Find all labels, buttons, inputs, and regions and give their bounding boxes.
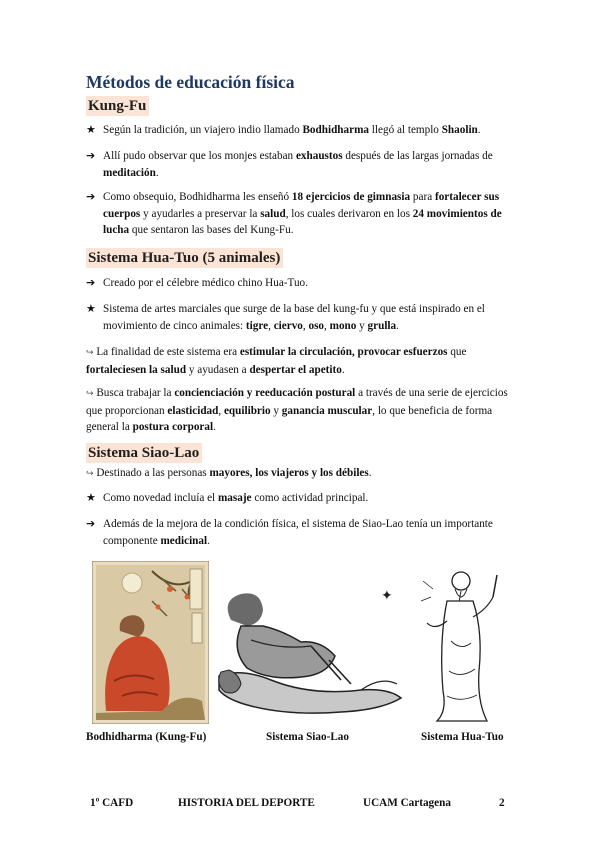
star-bullet-icon: ★	[86, 491, 96, 504]
heading-hua-tuo: Sistema Hua-Tuo (5 animales)	[86, 248, 283, 268]
footer-course: 1º CAFD	[90, 797, 134, 809]
huatuo-item-4	[86, 385, 516, 436]
star-bullet-icon: ★	[86, 302, 96, 315]
arrow-bullet-icon: ➔	[86, 276, 96, 289]
huatuo-item-1	[86, 275, 516, 292]
kungfu-item-3-text: Como obsequio, Bodhidharma les enseñó 18 ejercicios de gimnasia para fortalecer sus cuerpos y ayudarles a preservar la salud, los cuales derivaron en los 24 movimientos de lucha que sentaron las bases del Kung-Fu.	[103, 191, 502, 236]
arrow-bullet-icon: ➔	[86, 517, 96, 530]
kungfu-item-1	[86, 122, 516, 139]
huatuo-item-2-text: Sistema de artes marciales que surge de la base del kung-fu y que está inspirado en el movimiento de cinco animales: tigre, ciervo, oso, mono y grulla.	[103, 303, 485, 332]
heading-kung-fu: Kung-Fu	[86, 96, 149, 116]
kungfu-item-2-text: Allí pudo observar que los monjes estaban exhaustos después de las largas jornadas de meditación.	[103, 150, 493, 179]
huatuo-item-4-text: ↪ Busca trabajar la concienciación y reeducación postural a través de una serie de ejercicios que proporcionan elasticidad, equilibrio y ganancia muscular, lo que beneficia de forma general la postura corporal.	[86, 387, 508, 433]
hua-tuo-illustration	[417, 561, 503, 724]
star-bullet-icon: ★	[86, 123, 96, 136]
footer-institution: UCAM Cartagena	[363, 797, 451, 809]
bodhidharma-illustration	[92, 561, 209, 724]
kungfu-item-2	[86, 148, 516, 181]
caption-hua-tuo: Sistema Hua-Tuo	[421, 731, 504, 743]
kungfu-item-1-text: Según la tradición, un viajero indio llamado Bodhidharma llegó al templo Shaolin.	[103, 124, 481, 136]
svg-text:✦: ✦	[381, 588, 393, 604]
siaolao-item-2	[86, 490, 516, 507]
huatuo-item-2	[86, 301, 516, 334]
siaolao-item-1	[86, 465, 516, 483]
siao-lao-massage-illustration	[211, 580, 414, 720]
huatuo-item-1-text: Creado por el célebre médico chino Hua-Tuo.	[103, 277, 308, 289]
siaolao-item-2-text: Como novedad incluía el masaje como actividad principal.	[103, 492, 369, 504]
arrow-bullet-icon: ➔	[86, 190, 96, 203]
siaolao-item-3-text: Además de la mejora de la condición física, el sistema de Siao-Lao tenía un importante componente medicinal.	[103, 518, 493, 547]
kungfu-item-3	[86, 189, 516, 239]
siaolao-item-3	[86, 516, 516, 549]
caption-bodhidharma: Bodhidharma (Kung-Fu)	[86, 731, 207, 743]
hook-arrow-icon: ↪	[86, 348, 94, 358]
huatuo-item-3	[86, 344, 516, 378]
huatuo-item-3-text: ↪ La finalidad de este sistema era estimular la circulación, provocar esfuerzos que fortaleciesen la salud y ayudasen a despertar el apetito.	[86, 346, 467, 376]
footer-subject: HISTORIA DEL DEPORTE	[178, 797, 315, 809]
caption-siao-lao: Sistema Siao-Lao	[266, 731, 349, 743]
hook-arrow-icon: ↪	[86, 469, 94, 479]
heading-siao-lao: Sistema Siao-Lao	[86, 443, 202, 463]
page-title: Métodos de educación física	[86, 72, 295, 92]
arrow-bullet-icon: ➔	[86, 149, 96, 162]
siaolao-item-1-text: ↪ Destinado a las personas mayores, los viajeros y los débiles.	[86, 467, 372, 479]
footer-page-number: 2	[499, 797, 505, 809]
hook-arrow-icon: ↪	[86, 389, 94, 399]
